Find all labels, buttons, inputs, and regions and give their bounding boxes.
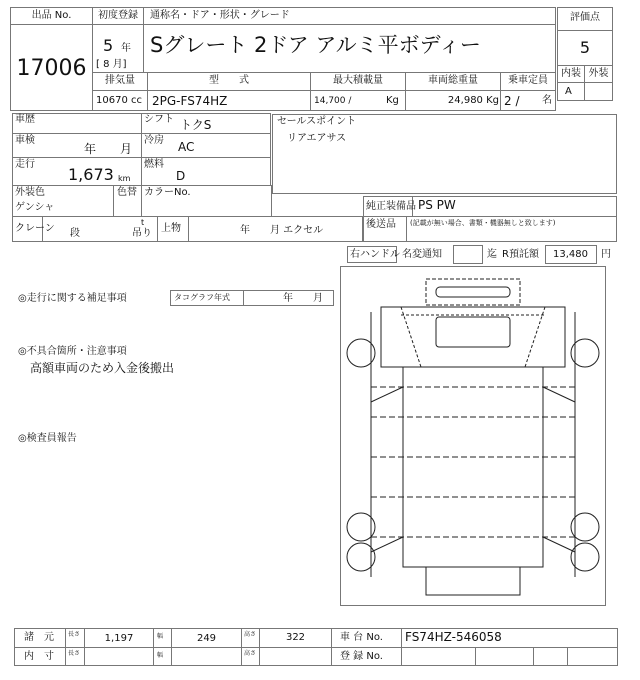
gross-label: 車両総重量 (428, 75, 478, 86)
ac: AC (178, 140, 195, 154)
height-value: 322 (285, 632, 306, 643)
color-no-label: カラーNo. (144, 187, 191, 198)
fuel: D (176, 169, 186, 183)
reg-cell (567, 647, 618, 666)
crane-label: クレーン (15, 223, 55, 234)
ac-label: 冷房 (144, 135, 164, 146)
width-label: 幅 (157, 633, 164, 640)
first-reg-label: 初度登録 (98, 10, 138, 21)
inner-length-label: 長さ (68, 650, 81, 657)
tacho-label: タコグラフ年式 (174, 293, 230, 302)
grade: Sグレート 2ドア アルミ平ボディー (150, 33, 481, 57)
yen-unit: 円 (601, 249, 611, 260)
lot-number: 17006 (16, 56, 87, 81)
lot-label: 出品 No. (31, 10, 72, 21)
color-change-label: 色替 (117, 187, 137, 198)
model-label: 型 式 (209, 75, 249, 86)
later-label: 後送品 (366, 219, 396, 230)
displacement: 10670 cc (96, 95, 142, 106)
interior-label: 内装 (561, 68, 581, 79)
interior-grade: A (565, 86, 572, 97)
fuel-label: 燃料 (144, 159, 164, 170)
exterior-label: 外装 (588, 68, 609, 79)
chassis-label: 車 台 No. (340, 632, 383, 643)
inner-width-label: 幅 (157, 652, 164, 659)
shift: トクS (180, 118, 212, 132)
crane-t: t (141, 218, 145, 227)
history-label: 車歴 (15, 114, 35, 125)
truck-outline-icon (341, 267, 605, 605)
crane-hang: 吊り (132, 228, 152, 239)
first-reg-year: 5 (103, 36, 114, 55)
body: 年 月 エクセル (240, 225, 324, 236)
reg-label: 登 録 No. (340, 651, 383, 662)
name-change-box (453, 245, 483, 264)
defect-text: 高額車両のため入金後搬出 (30, 361, 175, 375)
shift-label: シフト (144, 114, 174, 125)
name-change-label: 名変通知 (402, 249, 442, 260)
eval-score: 5 (579, 38, 591, 57)
right-hand: 右ハンドル (350, 249, 400, 260)
truck-diagram (340, 266, 606, 606)
sales-point-text: リアエアサス (287, 133, 347, 144)
crane-stage: 段 (70, 228, 80, 239)
capacity-label: 乗車定員 (508, 75, 548, 86)
model: 2PG-FS74HZ (152, 94, 228, 108)
year-unit: 年 (121, 43, 131, 54)
inspection-label: 車検 (15, 135, 35, 146)
equipment-value: PS PW (418, 198, 456, 212)
max-load-unit: Kg (386, 95, 399, 106)
mileage: 1,673 (68, 165, 114, 184)
eval-label: 評価点 (570, 12, 600, 23)
color-label: 外装色 (15, 187, 45, 198)
chassis-number: FS74HZ-546058 (405, 630, 502, 644)
later-note: (記載が無い場合、書類・機器無しと致します) (410, 219, 556, 227)
inner-height-label: 高さ (244, 650, 257, 657)
inner-label: 内 寸 (24, 651, 54, 662)
reg-cell (475, 647, 534, 666)
capacity-unit: 名 (542, 95, 552, 106)
length-label: 長さ (68, 631, 81, 638)
tacho-date: 年 月 (283, 293, 323, 304)
gross: 24,980 Kg (447, 95, 499, 106)
exterior-cell (584, 82, 613, 101)
defects-label: ◎不具合箇所・注意事項 (18, 346, 127, 357)
first-reg-month: [ 8 月] (96, 59, 127, 70)
mileage-label: 走行 (15, 159, 35, 170)
inspection: 年 月 (84, 142, 133, 156)
height-label: 高さ (244, 631, 257, 638)
capacity: 2 / (504, 94, 520, 108)
deposit-label: R預託額 (502, 249, 539, 260)
length-value: 1,197 (104, 633, 134, 644)
body-label: 上物 (161, 223, 181, 234)
max-load: 14,700 / (314, 96, 352, 106)
sales-point-label: セールスポイント (277, 116, 357, 127)
displacement-label: 排気量 (105, 75, 135, 86)
deposit-prefix: 迄 (487, 249, 497, 260)
max-load-label: 最大積載量 (333, 75, 383, 86)
width-value: 249 (196, 633, 217, 644)
spec-label: 諸 元 (24, 632, 54, 643)
deposit-amount: 13,480 (553, 249, 588, 260)
inspector-label: ◎検査員報告 (18, 433, 77, 444)
equipment-label: 純正装備品 (366, 201, 416, 212)
name-label: 通称名・ドア・形状・グレード (150, 10, 290, 21)
supplement-label: ◎走行に関する補足事項 (18, 293, 127, 304)
color: ゲンシャ (15, 202, 55, 213)
mileage-unit: km (118, 174, 131, 183)
